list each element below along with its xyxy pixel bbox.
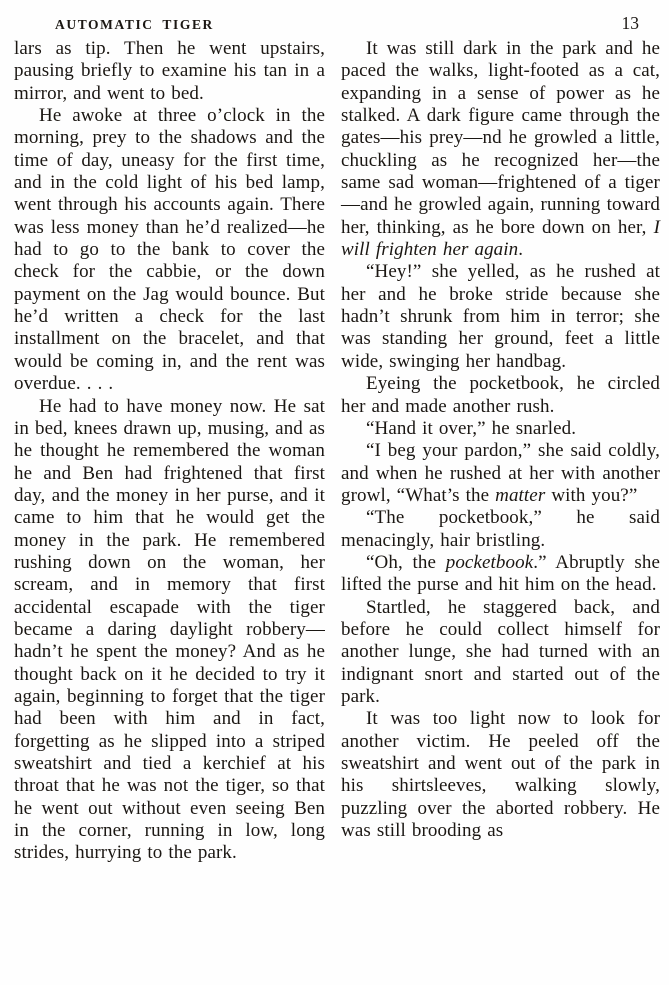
- paragraph: [341, 440, 660, 507]
- paragraph: [341, 552, 660, 597]
- italic-text-run: pocketbook: [445, 551, 534, 573]
- text-run: “Hey!” she yelled, as he rushed at her and he broke stride because she hadn’t shrunk from him in terror; she was standing her ground, feet a little wide, swinging her handbag.: [341, 261, 660, 372]
- paragraph: [341, 38, 660, 261]
- text-run: It was still dark in the park and he paced the walks, light-footed as a cat, expanding in a sense of power as he stalked. A dark figure came through the gates—his prey—nd he growled a little, chuckling as he recognized her—the same sad woman—frightened of a tiger—and he growled again, running toward her, thinking, as he bore down on her,: [341, 38, 660, 238]
- text-run: “I beg your pardon,” she said coldly, and when he rushed at her with another growl, “What’s the: [341, 440, 660, 506]
- running-header-title: AUTOMATIC TIGER: [55, 17, 214, 32]
- paragraph: [14, 38, 325, 105]
- left-column: [14, 38, 325, 865]
- paragraph: [341, 261, 660, 373]
- paragraph: [341, 597, 660, 709]
- page-number: 13: [621, 13, 639, 33]
- paragraph: [14, 396, 325, 865]
- text-run: He awoke at three o’clock in the morning, prey to the shadows and the time of day, uneasy for the first time, and in the cold light of his bed lamp, went through his accounts again. There was less money than he’d realized—he had to go to the bank to cover the check for the cabbie, or the down payment on the Jag would bounce. But he’d written a check for the last installment on the bracelet, and that would be coming in, and the rent was overdue. . . .: [14, 105, 325, 395]
- paragraph: [341, 418, 660, 440]
- italic-text-run: matter: [495, 484, 546, 506]
- text-run: lars as tip. Then he went upstairs, pausing briefly to examine his tan in a mirror, and went to bed.: [14, 38, 325, 104]
- text-body: [0, 33, 669, 865]
- text-run: It was too light now to look for another victim. He peeled off the sweatshirt and went out of the park in his shirtsleeves, walking slowly, puzzling over the aborted robbery. He was still brooding as: [341, 708, 660, 842]
- text-run: .: [518, 239, 524, 261]
- text-run: He had to have money now. He sat in bed, knees drawn up, musing, and as he thought he remembered the woman he and Ben had frightened that first day, and the money in her purse, and it came to him that he would get the money in the park. He remembered rushing down on the woman, her scream, and in memory that first accidental escapade with the tiger became a daring daylight robbery—hadn’t he spent the money? And as he thought back on it he decided to try it again, beginning to forget that the tiger had been with him and in fact, forgetting as he slipped into a striped sweatshirt and tied a kerchief at his throat that he was not the tiger, so that he went out without even seeing Ben in the corner, running in low, long strides, hurrying to the park.: [14, 395, 325, 864]
- text-run: “The pocketbook,” he said menacingly, hair bristling.: [341, 507, 660, 551]
- text-run: Eyeing the pocketbook, he circled her and made another rush.: [341, 373, 660, 417]
- text-run: “Hand it over,” he snarled.: [366, 417, 577, 439]
- paragraph: [341, 373, 660, 418]
- paragraph: [14, 105, 325, 395]
- italic-text-run: I will frighten her again: [341, 216, 660, 261]
- page-header: [0, 0, 669, 33]
- paragraph: [341, 708, 660, 842]
- text-run: with you?”: [545, 484, 638, 506]
- paragraph: [341, 507, 660, 552]
- text-run: Startled, he staggered back, and before he could collect himself for another lunge, she had turned with an indignant snort and started out of the park.: [341, 596, 660, 707]
- right-column: [341, 38, 660, 865]
- text-run: .” Abruptly she lifted the purse and hit him on the head.: [341, 551, 660, 596]
- text-run: “Oh, the: [366, 551, 446, 573]
